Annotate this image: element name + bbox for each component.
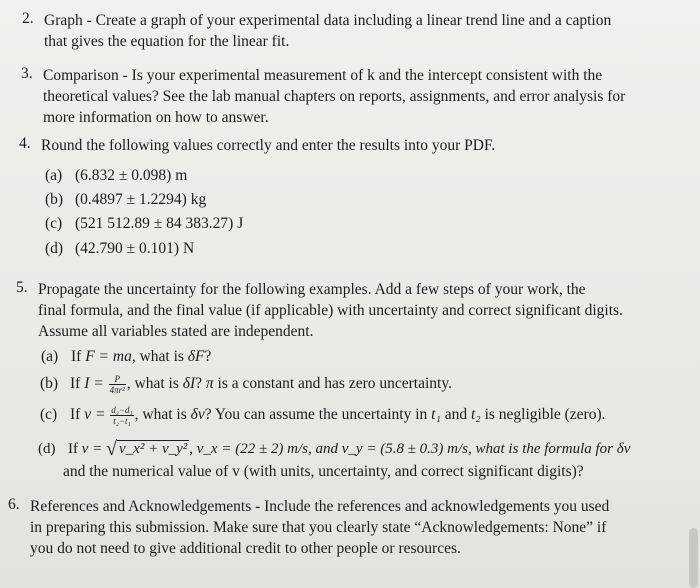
text-run: If xyxy=(68,441,82,457)
equation: F = ma xyxy=(85,348,132,365)
equation-lhs: I = xyxy=(84,375,104,393)
variable: t₁ xyxy=(431,406,441,424)
subitem-value: (42.790 ± 0.101) N xyxy=(75,240,195,257)
subitem-c xyxy=(45,215,243,233)
question-text xyxy=(41,135,495,156)
subitem-label: (b) xyxy=(40,375,59,393)
text-line: Graph - Create a graph of your experimental data including a linear trend line and a caption xyxy=(44,12,612,29)
fraction xyxy=(110,405,133,426)
variable: t₂ xyxy=(470,406,481,424)
question-text xyxy=(38,279,623,342)
question-number: 2. xyxy=(22,10,34,27)
uncertainty-symbol: δv xyxy=(190,406,205,424)
question-number: 6. xyxy=(8,496,20,513)
text-line: that gives the equation for the linear fit. xyxy=(44,33,290,50)
subitem-a xyxy=(41,348,211,366)
text-line: in preparing this submission. Make sure that you clearly state “Acknowledgements: None” if xyxy=(30,519,607,536)
subitem-label: (c) xyxy=(40,406,58,424)
text-run: is negligible (zero). xyxy=(480,406,606,424)
text-run: If xyxy=(70,406,85,424)
uncertainty-symbol: δv xyxy=(616,441,631,457)
question-number: 4. xyxy=(19,135,31,152)
fraction xyxy=(109,374,126,395)
subitem-label: (b) xyxy=(45,191,64,208)
text-line: Round the following values correctly and enter the results into your PDF. xyxy=(41,137,496,154)
fraction-denominator: 4πr² xyxy=(109,385,125,395)
text-run: , what is xyxy=(126,375,183,393)
subitem-value: (6.832 ± 0.098) m xyxy=(75,167,188,184)
subitem-value: (521 512.89 ± 84 383.27) J xyxy=(75,215,244,232)
subitem-d xyxy=(38,438,630,461)
question-text xyxy=(30,496,609,559)
fraction-numerator: P xyxy=(109,374,126,385)
subitem-label: (d) xyxy=(38,441,56,457)
text-line: theoretical values? See the lab manual chapters on reports, assignments, and error analysis for xyxy=(43,88,626,105)
subitem-b xyxy=(45,191,206,209)
question-number: 3. xyxy=(21,65,33,82)
equation-lhs: v = xyxy=(81,441,103,457)
text-run: ? xyxy=(195,375,206,393)
subitem-a xyxy=(45,167,187,185)
question-text xyxy=(44,10,611,52)
fraction-denominator: t₂−t₁ xyxy=(113,416,131,426)
fraction-numerator: d₂−d₁ xyxy=(111,405,133,415)
text-run: ? xyxy=(204,348,212,365)
uncertainty-symbol: δF xyxy=(187,348,205,365)
text-run: If xyxy=(70,375,85,393)
text-run: ? You can assume the uncertainty in xyxy=(204,406,432,424)
uncertainty-symbol: δI xyxy=(182,375,196,393)
text-run: , v_x = (22 ± 2) m/s, and v_y = (5.8 ± 0.3) m/s, what is the formula for xyxy=(189,441,617,457)
text-line: Assume all variables stated are independent. xyxy=(38,323,314,340)
radical-sign: √ xyxy=(106,438,118,460)
subitem-label: (c) xyxy=(45,215,63,232)
text-run: is a constant and has zero uncertainty. xyxy=(213,375,452,393)
text-line: Propagate the uncertainty for the following examples. Add a few steps of your work, the xyxy=(38,281,586,298)
radicand: v_x² + v_y² xyxy=(119,441,188,457)
text-run: If xyxy=(71,348,86,365)
text-run: and the numerical value of v (with units, uncertainty, and correct significant digits)? xyxy=(63,463,584,480)
text-run: , what is xyxy=(131,348,188,365)
text-run: , what is xyxy=(134,406,191,424)
subitem-label: (a) xyxy=(45,167,63,184)
text-line: final formula, and the final value (if applicable) with uncertainty and correct significant digits. xyxy=(38,302,623,319)
subitem-c xyxy=(40,405,606,426)
text-line: more information on how to answer. xyxy=(43,109,269,126)
scrollbar-thumb[interactable] xyxy=(689,528,698,588)
question-text xyxy=(43,65,625,128)
subitem-d-line2 xyxy=(63,463,584,481)
subitem-d xyxy=(45,240,194,258)
text-line: References and Acknowledgements - Include the references and acknowledgements you used xyxy=(30,498,610,515)
subitem-value: (0.4897 ± 1.2294) kg xyxy=(75,191,207,208)
equation-lhs: v = xyxy=(84,406,106,424)
pi-symbol: π xyxy=(205,375,214,393)
text-line: Comparison - Is your experimental measurement of k and the intercept consistent with the xyxy=(43,67,603,84)
text-run: and xyxy=(440,406,471,424)
text-line: you do not need to give additional credit to other people or resources. xyxy=(30,540,461,557)
subitem-label: (d) xyxy=(45,240,64,257)
question-number: 5. xyxy=(16,279,28,296)
subitem-label: (a) xyxy=(41,348,59,365)
subitem-b xyxy=(40,374,452,395)
